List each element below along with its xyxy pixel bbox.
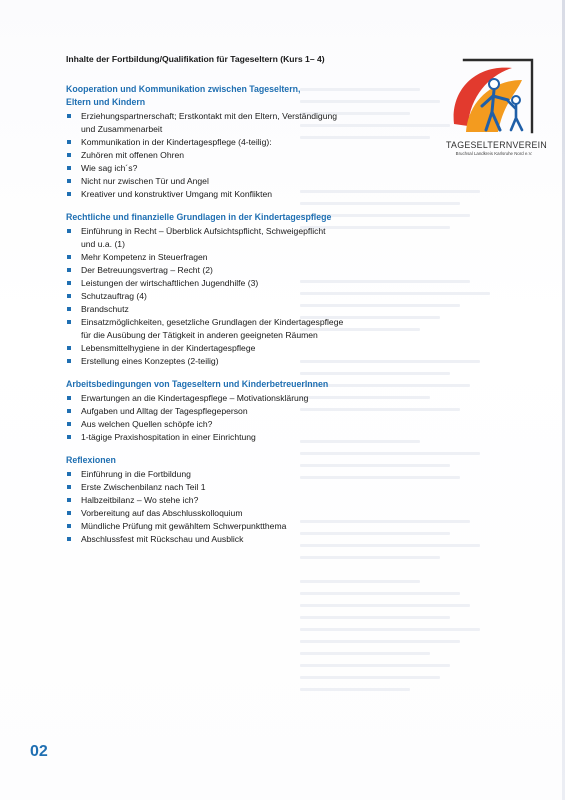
list-item-text: Schutzauftrag (4) — [81, 291, 147, 301]
document-title: Inhalte der Fortbildung/Qualifikation für Tageseltern (Kurs 1– 4) — [66, 54, 325, 64]
list-item — [66, 303, 446, 316]
square-bullet-icon — [67, 229, 71, 233]
list-item-text: Erziehungspartnerschaft; Erstkontakt mit den Eltern, Verständigung — [81, 111, 338, 121]
list-item-text: Einführung in Recht – Überblick Aufsichtspflicht, Schweigepflicht — [81, 226, 326, 236]
list-item-text: Erstellung eines Konzeptes (2-teilig) — [81, 356, 219, 366]
list-item — [66, 481, 446, 494]
list-item-text: Aus welchen Quellen schöpfe ich? — [81, 419, 213, 429]
list-item-text: Vorbereitung auf das Abschlusskolloquium — [81, 508, 243, 518]
section-heading — [66, 83, 446, 109]
show-through-line — [300, 616, 450, 619]
list-item — [66, 251, 446, 264]
square-bullet-icon — [67, 435, 71, 439]
list-item-text: Brandschutz — [81, 304, 129, 314]
square-bullet-icon — [67, 472, 71, 476]
show-through-line — [300, 688, 410, 691]
show-through-line — [300, 592, 460, 595]
logo-adult-head — [489, 79, 499, 89]
list-item — [66, 468, 446, 481]
section — [66, 211, 446, 368]
bullet-list — [66, 110, 446, 201]
square-bullet-icon — [67, 537, 71, 541]
list-item-text: Mündliche Prüfung mit gewähltem Schwerpunktthema — [81, 521, 287, 531]
square-bullet-icon — [67, 140, 71, 144]
list-item — [66, 392, 446, 405]
square-bullet-icon — [67, 166, 71, 170]
show-through-line — [300, 676, 440, 679]
show-through-line — [300, 664, 450, 667]
content-column — [66, 54, 446, 556]
show-through-line — [300, 652, 430, 655]
list-item-text: und Zusammenarbeit — [81, 124, 163, 134]
page-number: 02 — [30, 743, 48, 760]
square-bullet-icon — [67, 114, 71, 118]
list-item — [66, 494, 446, 507]
list-item — [66, 290, 446, 303]
show-through-line — [300, 640, 460, 643]
list-item — [66, 136, 446, 149]
list-item — [66, 431, 446, 444]
square-bullet-icon — [67, 281, 71, 285]
square-bullet-icon — [67, 153, 71, 157]
section-heading-line: Reflexionen — [66, 455, 116, 465]
square-bullet-icon — [67, 192, 71, 196]
list-item-text: Nicht nur zwischen Tür und Angel — [81, 176, 209, 186]
show-through-line — [300, 604, 470, 607]
list-item-text: Einführung in die Fortbildung — [81, 469, 191, 479]
list-item-text: Wie sag ich´s? — [81, 163, 138, 173]
list-item-text: und u.a. (1) — [81, 239, 125, 249]
section-heading — [66, 211, 446, 224]
list-item — [66, 188, 446, 201]
logo-subtitle: Bruchsal Landkreis Karlsruhe Nord e.V. — [455, 151, 533, 156]
square-bullet-icon — [67, 485, 71, 489]
logo-wordmark: TAGESELTERNVEREIN — [446, 140, 548, 150]
square-bullet-icon — [67, 359, 71, 363]
square-bullet-icon — [67, 422, 71, 426]
square-bullet-icon — [67, 498, 71, 502]
section-heading-line: Rechtliche und finanzielle Grundlagen in der Kindertagespflege — [66, 212, 332, 222]
list-item — [66, 520, 446, 533]
show-through-line — [300, 580, 420, 583]
square-bullet-icon — [67, 307, 71, 311]
list-item — [66, 355, 446, 368]
section-heading-line: Eltern und Kindern — [66, 97, 146, 107]
logo-child-head — [512, 96, 520, 104]
section — [66, 454, 446, 546]
section-heading-line: Arbeitsbedingungen von Tageseltern und KinderbetreuerInnen — [66, 379, 329, 389]
square-bullet-icon — [67, 294, 71, 298]
list-item — [66, 162, 446, 175]
list-item — [66, 225, 446, 251]
list-item — [66, 149, 446, 162]
list-item-text: Der Betreuungsvertrag – Recht (2) — [81, 265, 213, 275]
list-item — [66, 175, 446, 188]
list-item-text: Einsatzmöglichkeiten, gesetzliche Grundlagen der Kindertagespflege — [81, 317, 344, 327]
list-item — [66, 277, 446, 290]
list-item-text: Halbzeitbilanz – Wo stehe ich? — [81, 495, 199, 505]
square-bullet-icon — [67, 179, 71, 183]
square-bullet-icon — [67, 346, 71, 350]
bullet-list — [66, 392, 446, 444]
logo-child-body — [508, 101, 522, 130]
list-item-text: Lebensmittelhygiene in der Kindertagespflege — [81, 343, 256, 353]
square-bullet-icon — [67, 409, 71, 413]
list-item-text: Leistungen der wirtschaftlichen Jugendhilfe (3) — [81, 278, 259, 288]
list-item-text: Erste Zwischenbilanz nach Teil 1 — [81, 482, 206, 492]
section-heading-line: Kooperation und Kommunikation zwischen Tageseltern, — [66, 84, 301, 94]
square-bullet-icon — [67, 268, 71, 272]
section-heading — [66, 378, 446, 391]
bullet-list — [66, 468, 446, 546]
section-heading — [66, 454, 446, 467]
square-bullet-icon — [67, 524, 71, 528]
list-item-text: Kommunikation in der Kindertagespflege (4-teilig): — [81, 137, 272, 147]
list-item-text: Mehr Kompetenz in Steuerfragen — [81, 252, 208, 262]
list-item — [66, 533, 446, 546]
section — [66, 378, 446, 444]
list-item — [66, 264, 446, 277]
show-through-line — [300, 628, 480, 631]
square-bullet-icon — [67, 255, 71, 259]
list-item-text: Erwartungen an die Kindertagespflege – Motivationsklärung — [81, 393, 309, 403]
list-item-text: 1-tägige Praxishospitation in einer Einrichtung — [81, 432, 256, 442]
square-bullet-icon — [67, 511, 71, 515]
list-item-text: für die Ausübung der Tätigkeit in anderen geeigneten Räumen — [81, 330, 318, 340]
section — [66, 83, 446, 201]
bullet-list — [66, 225, 446, 368]
list-item — [66, 342, 446, 355]
square-bullet-icon — [67, 396, 71, 400]
list-item-text: Aufgaben und Alltag der Tagespflegeperson — [81, 406, 248, 416]
list-item — [66, 110, 446, 136]
list-item-text: Kreativer und konstruktiver Umgang mit Konflikten — [81, 189, 273, 199]
list-item — [66, 418, 446, 431]
square-bullet-icon — [67, 320, 71, 324]
list-item-text: Abschlussfest mit Rückschau und Ausblick — [81, 534, 244, 544]
sections-list — [66, 83, 446, 546]
list-item — [66, 405, 446, 418]
show-through-line — [300, 556, 440, 559]
list-item — [66, 507, 446, 520]
list-item — [66, 316, 446, 342]
list-item-text: Zuhören mit offenen Ohren — [81, 150, 185, 160]
